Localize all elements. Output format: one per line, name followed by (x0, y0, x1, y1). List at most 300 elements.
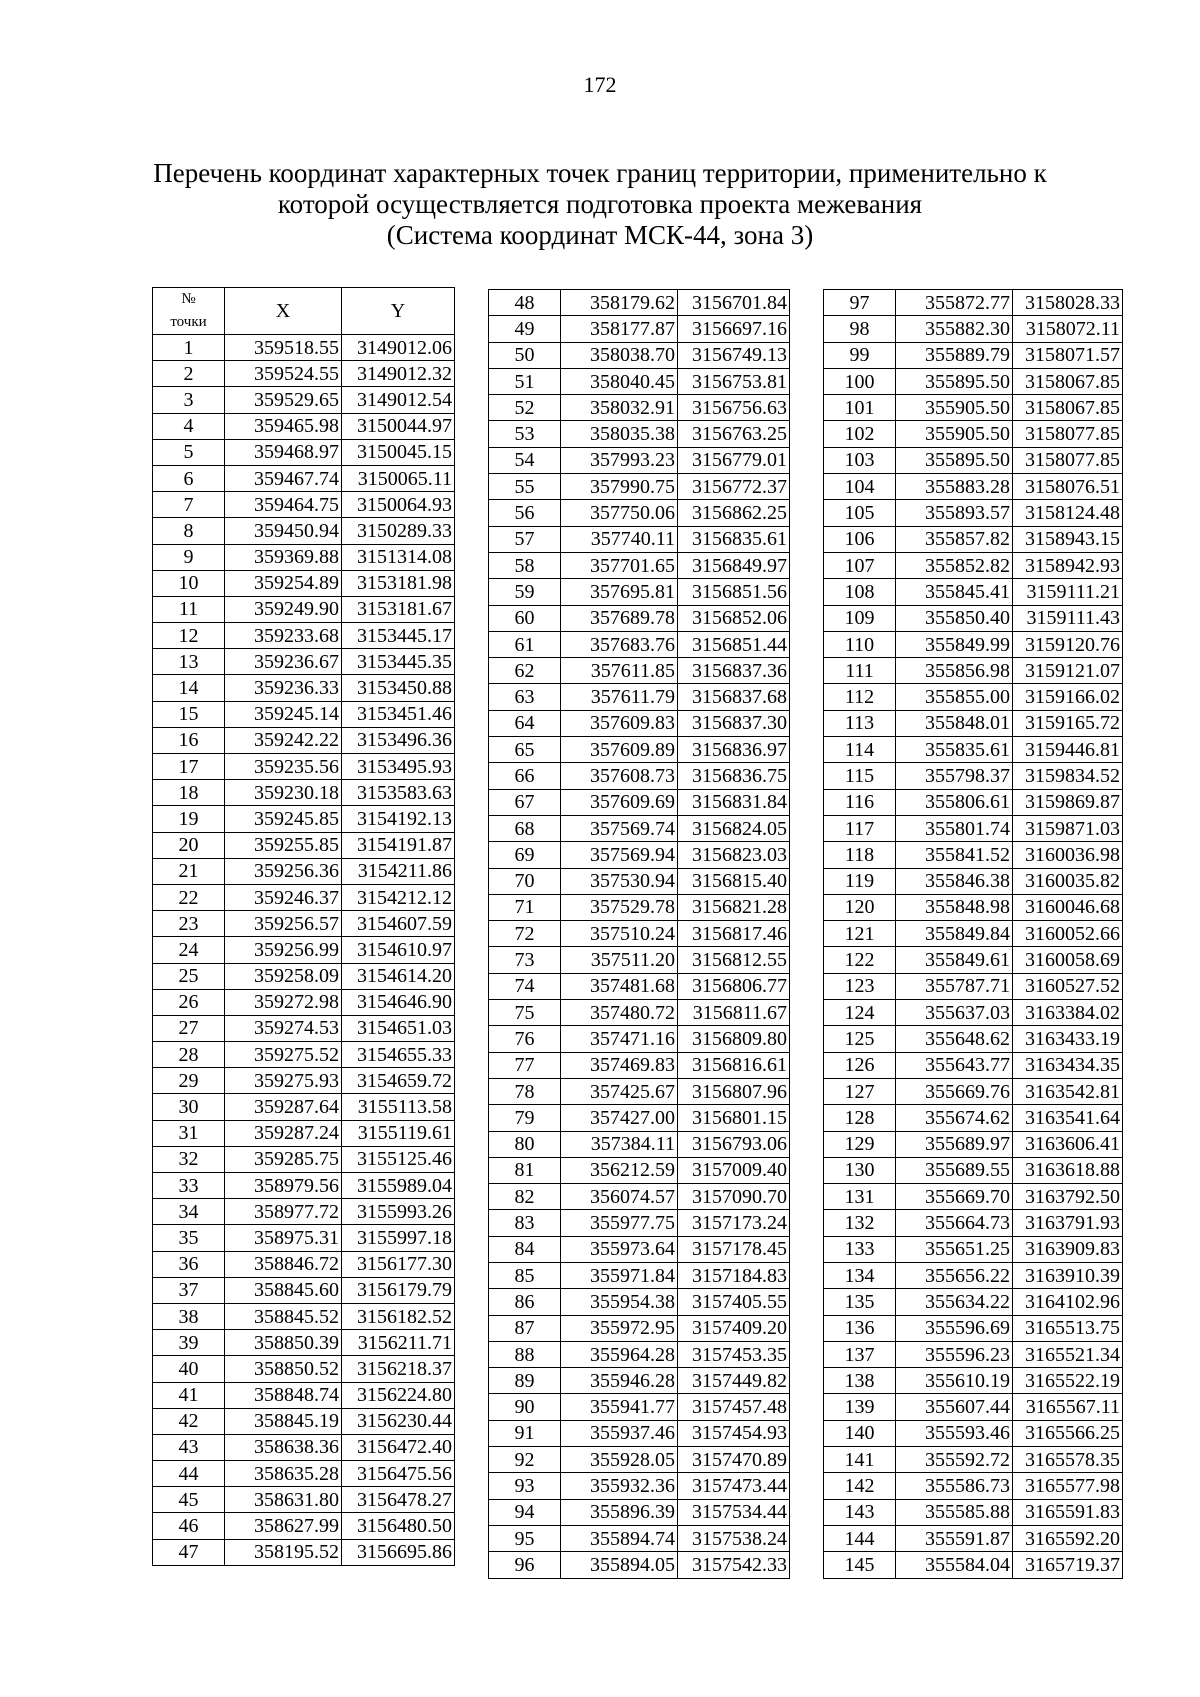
y-coordinate-cell: 3163434.35 (1013, 1052, 1123, 1078)
table-row (153, 963, 455, 989)
x-coordinate-cell: 355932.36 (561, 1473, 678, 1499)
y-coordinate-cell: 3156851.44 (678, 631, 790, 657)
x-coordinate-cell: 355806.61 (896, 789, 1013, 815)
x-coordinate-cell: 355845.41 (896, 579, 1013, 605)
table-row (489, 1262, 790, 1288)
point-number-cell: 115 (824, 763, 896, 789)
table-row (153, 1015, 455, 1041)
y-coordinate-cell: 3156695.86 (342, 1539, 455, 1565)
x-coordinate-cell: 355850.40 (896, 605, 1013, 631)
y-coordinate-cell: 3157009.40 (678, 1157, 790, 1183)
table-row (153, 1146, 455, 1172)
y-coordinate-cell: 3154646.90 (342, 989, 455, 1015)
point-number-cell: 13 (153, 649, 225, 675)
table-row (153, 596, 455, 622)
table-row (153, 1539, 455, 1565)
y-coordinate-cell: 3163542.81 (1013, 1078, 1123, 1104)
table-row (824, 474, 1123, 500)
y-coordinate-cell: 3149012.06 (342, 335, 455, 361)
x-coordinate-cell: 357689.78 (561, 605, 678, 631)
x-coordinate-cell: 358845.60 (225, 1277, 342, 1303)
table-row (153, 649, 455, 675)
point-number-cell: 105 (824, 500, 896, 526)
table-row (489, 789, 790, 815)
x-coordinate-cell: 355648.62 (896, 1026, 1013, 1052)
table-row (153, 989, 455, 1015)
x-coordinate-cell: 357611.85 (561, 658, 678, 684)
point-number-cell: 78 (489, 1078, 561, 1104)
x-coordinate-cell: 355856.98 (896, 658, 1013, 684)
x-coordinate-cell: 355841.52 (896, 842, 1013, 868)
table-row (489, 973, 790, 999)
table-row (824, 1052, 1123, 1078)
point-number-cell: 68 (489, 815, 561, 841)
point-number-cell: 116 (824, 789, 896, 815)
table-row (824, 1368, 1123, 1394)
x-coordinate-cell: 357425.67 (561, 1078, 678, 1104)
point-number-cell: 15 (153, 701, 225, 727)
y-coordinate-cell: 3156753.81 (678, 368, 790, 394)
y-coordinate-cell: 3156836.75 (678, 763, 790, 789)
table-row (489, 1078, 790, 1104)
y-coordinate-cell: 3151314.08 (342, 544, 455, 570)
table-row (489, 1315, 790, 1341)
table-row (153, 1487, 455, 1513)
header-point-number (153, 288, 225, 335)
x-coordinate-cell: 355928.05 (561, 1447, 678, 1473)
point-number-cell: 29 (153, 1068, 225, 1094)
point-number-cell: 32 (153, 1146, 225, 1172)
x-coordinate-cell: 355643.77 (896, 1052, 1013, 1078)
y-coordinate-cell: 3157473.44 (678, 1473, 790, 1499)
x-coordinate-cell: 355855.00 (896, 684, 1013, 710)
table-row (824, 1000, 1123, 1026)
x-coordinate-cell: 355849.84 (896, 921, 1013, 947)
x-coordinate-cell: 357469.83 (561, 1052, 678, 1078)
x-coordinate-cell: 357471.16 (561, 1026, 678, 1052)
y-coordinate-cell: 3156480.50 (342, 1513, 455, 1539)
x-coordinate-cell: 355977.75 (561, 1210, 678, 1236)
table-row (824, 1341, 1123, 1367)
table-row (489, 1210, 790, 1236)
y-coordinate-cell: 3153181.98 (342, 570, 455, 596)
title-line-3: (Система координат МСК-44, зона 3) (386, 220, 814, 250)
x-coordinate-cell: 358979.56 (225, 1173, 342, 1199)
y-coordinate-cell: 3159869.87 (1013, 789, 1123, 815)
x-coordinate-cell: 358638.36 (225, 1434, 342, 1460)
point-number-cell: 99 (824, 342, 896, 368)
x-coordinate-cell: 355905.50 (896, 395, 1013, 421)
y-coordinate-cell: 3160052.66 (1013, 921, 1123, 947)
y-coordinate-cell: 3155119.61 (342, 1120, 455, 1146)
table-row (489, 842, 790, 868)
x-coordinate-cell: 355664.73 (896, 1210, 1013, 1236)
x-coordinate-cell: 355972.95 (561, 1315, 678, 1341)
table-row (489, 500, 790, 526)
table-row (153, 335, 455, 361)
y-coordinate-cell: 3165567.11 (1013, 1394, 1123, 1420)
table-row (153, 701, 455, 727)
x-coordinate-cell: 355954.38 (561, 1289, 678, 1315)
point-number-cell: 128 (824, 1105, 896, 1131)
x-coordinate-cell: 359518.55 (225, 335, 342, 361)
y-coordinate-cell: 3154614.20 (342, 963, 455, 989)
y-coordinate-cell: 3157538.24 (678, 1525, 790, 1551)
table-row (489, 1473, 790, 1499)
x-coordinate-cell: 357609.83 (561, 710, 678, 736)
table-row (489, 921, 790, 947)
x-coordinate-cell: 357609.69 (561, 789, 678, 815)
table-row (824, 1105, 1123, 1131)
y-coordinate-cell: 3158077.85 (1013, 447, 1123, 473)
point-number-cell: 112 (824, 684, 896, 710)
table-row (153, 439, 455, 465)
x-coordinate-cell: 357569.74 (561, 815, 678, 841)
point-number-cell: 94 (489, 1499, 561, 1525)
y-coordinate-cell: 3156806.77 (678, 973, 790, 999)
x-coordinate-cell: 358035.38 (561, 421, 678, 447)
point-number-cell: 113 (824, 710, 896, 736)
point-number-cell: 51 (489, 368, 561, 394)
table-row (153, 806, 455, 832)
point-number-cell: 12 (153, 623, 225, 649)
x-coordinate-cell: 359468.97 (225, 439, 342, 465)
table-row (153, 623, 455, 649)
x-coordinate-cell: 358627.99 (225, 1513, 342, 1539)
table-row (489, 1525, 790, 1551)
table-row (824, 1473, 1123, 1499)
y-coordinate-cell: 3156817.46 (678, 921, 790, 947)
x-coordinate-cell: 355857.82 (896, 526, 1013, 552)
x-coordinate-cell: 359254.89 (225, 570, 342, 596)
table-row (489, 447, 790, 473)
x-coordinate-cell: 357510.24 (561, 921, 678, 947)
y-coordinate-cell: 3158124.48 (1013, 500, 1123, 526)
point-number-cell: 70 (489, 868, 561, 894)
table-row (489, 737, 790, 763)
x-coordinate-cell: 356212.59 (561, 1157, 678, 1183)
page-number: 172 (583, 72, 617, 97)
point-number-cell: 80 (489, 1131, 561, 1157)
y-coordinate-cell: 3154651.03 (342, 1015, 455, 1041)
y-coordinate-cell: 3157457.48 (678, 1394, 790, 1420)
table-row (489, 1394, 790, 1420)
point-number-cell: 62 (489, 658, 561, 684)
y-coordinate-cell: 3156478.27 (342, 1487, 455, 1513)
table-row (824, 973, 1123, 999)
x-coordinate-cell: 357481.68 (561, 973, 678, 999)
y-coordinate-cell: 3156701.84 (678, 290, 790, 316)
y-coordinate-cell: 3157449.82 (678, 1368, 790, 1394)
point-number-cell: 60 (489, 605, 561, 631)
point-number-cell: 125 (824, 1026, 896, 1052)
point-number-cell: 107 (824, 552, 896, 578)
point-number-cell: 138 (824, 1368, 896, 1394)
point-number-cell: 42 (153, 1408, 225, 1434)
table-row (489, 868, 790, 894)
point-number-cell: 52 (489, 395, 561, 421)
point-number-cell: 117 (824, 815, 896, 841)
table-row (489, 815, 790, 841)
table-row (489, 710, 790, 736)
table-row (153, 570, 455, 596)
point-number-cell: 89 (489, 1368, 561, 1394)
x-coordinate-cell: 355937.46 (561, 1420, 678, 1446)
table-row (824, 684, 1123, 710)
x-coordinate-cell: 357611.79 (561, 684, 678, 710)
point-number-cell: 133 (824, 1236, 896, 1262)
y-coordinate-cell: 3164102.96 (1013, 1289, 1123, 1315)
point-number-cell: 35 (153, 1225, 225, 1251)
point-number-cell: 102 (824, 421, 896, 447)
point-number-cell: 47 (153, 1539, 225, 1565)
x-coordinate-cell: 355584.04 (896, 1552, 1013, 1578)
table-row (489, 684, 790, 710)
x-coordinate-cell: 355895.50 (896, 447, 1013, 473)
x-coordinate-cell: 357695.81 (561, 579, 678, 605)
point-number-cell: 28 (153, 1042, 225, 1068)
y-coordinate-cell: 3154192.13 (342, 806, 455, 832)
y-coordinate-cell: 3156801.15 (678, 1105, 790, 1131)
x-coordinate-cell: 359285.75 (225, 1146, 342, 1172)
point-number-cell: 17 (153, 754, 225, 780)
point-number-cell: 120 (824, 894, 896, 920)
x-coordinate-cell: 359236.67 (225, 649, 342, 675)
table-row (489, 1236, 790, 1262)
point-number-cell: 40 (153, 1356, 225, 1382)
y-coordinate-cell: 3153445.17 (342, 623, 455, 649)
y-coordinate-cell: 3155993.26 (342, 1199, 455, 1225)
point-number-cell: 39 (153, 1330, 225, 1356)
x-coordinate-cell: 359464.75 (225, 492, 342, 518)
table-row (489, 421, 790, 447)
y-coordinate-cell: 3165566.25 (1013, 1420, 1123, 1446)
point-number-cell: 72 (489, 921, 561, 947)
x-coordinate-cell: 359256.57 (225, 911, 342, 937)
y-coordinate-cell: 3149012.54 (342, 387, 455, 413)
x-coordinate-cell: 355941.77 (561, 1394, 678, 1420)
y-coordinate-cell: 3159120.76 (1013, 631, 1123, 657)
point-number-cell: 126 (824, 1052, 896, 1078)
table-row (824, 316, 1123, 342)
y-coordinate-cell: 3156837.36 (678, 658, 790, 684)
table-row (489, 1341, 790, 1367)
point-number-cell: 33 (153, 1173, 225, 1199)
point-number-cell: 122 (824, 947, 896, 973)
point-number-cell: 118 (824, 842, 896, 868)
point-number-cell: 9 (153, 544, 225, 570)
x-coordinate-cell: 355585.88 (896, 1499, 1013, 1525)
table-row (489, 395, 790, 421)
x-coordinate-cell: 356074.57 (561, 1184, 678, 1210)
table-row (824, 1026, 1123, 1052)
x-coordinate-cell: 357993.23 (561, 447, 678, 473)
table-row (153, 1199, 455, 1225)
x-coordinate-cell: 355689.55 (896, 1157, 1013, 1183)
x-coordinate-cell: 359529.65 (225, 387, 342, 413)
y-coordinate-cell: 3157173.24 (678, 1210, 790, 1236)
table-row (153, 884, 455, 910)
point-number-cell: 131 (824, 1184, 896, 1210)
y-coordinate-cell: 3156807.96 (678, 1078, 790, 1104)
x-coordinate-cell: 355607.44 (896, 1394, 1013, 1420)
point-number-cell: 142 (824, 1473, 896, 1499)
x-coordinate-cell: 355894.74 (561, 1525, 678, 1551)
point-number-cell: 63 (489, 684, 561, 710)
y-coordinate-cell: 3156811.67 (678, 1000, 790, 1026)
table-row (824, 815, 1123, 841)
table-row (489, 763, 790, 789)
x-coordinate-cell: 355946.28 (561, 1368, 678, 1394)
point-number-cell: 57 (489, 526, 561, 552)
y-coordinate-cell: 3156177.30 (342, 1251, 455, 1277)
x-coordinate-cell: 359230.18 (225, 780, 342, 806)
y-coordinate-cell: 3165578.35 (1013, 1447, 1123, 1473)
x-coordinate-cell: 359255.85 (225, 832, 342, 858)
x-coordinate-cell: 355964.28 (561, 1341, 678, 1367)
y-coordinate-cell: 3156772.37 (678, 474, 790, 500)
point-number-cell: 100 (824, 368, 896, 394)
y-coordinate-cell: 3156779.01 (678, 447, 790, 473)
point-number-cell: 58 (489, 552, 561, 578)
table-row (489, 290, 790, 316)
table-row (824, 1184, 1123, 1210)
point-number-cell: 97 (824, 290, 896, 316)
table-row (489, 947, 790, 973)
y-coordinate-cell: 3156836.97 (678, 737, 790, 763)
y-coordinate-cell: 3157470.89 (678, 1447, 790, 1473)
y-coordinate-cell: 3156211.71 (342, 1330, 455, 1356)
table-row (489, 605, 790, 631)
y-coordinate-cell: 3159111.43 (1013, 605, 1123, 631)
table-row (489, 368, 790, 394)
x-coordinate-cell: 355669.70 (896, 1184, 1013, 1210)
table-row (489, 474, 790, 500)
table-body-3 (824, 290, 1123, 1579)
x-coordinate-cell: 355896.39 (561, 1499, 678, 1525)
y-coordinate-cell: 3157542.33 (678, 1552, 790, 1578)
x-coordinate-cell: 355669.76 (896, 1078, 1013, 1104)
y-coordinate-cell: 3160036.98 (1013, 842, 1123, 868)
table-row (489, 1368, 790, 1394)
x-coordinate-cell: 355591.87 (896, 1525, 1013, 1551)
y-coordinate-cell: 3163909.83 (1013, 1236, 1123, 1262)
x-coordinate-cell: 355787.71 (896, 973, 1013, 999)
table-row (153, 832, 455, 858)
point-number-cell: 108 (824, 579, 896, 605)
y-coordinate-cell: 3159111.21 (1013, 579, 1123, 605)
y-coordinate-cell: 3163541.64 (1013, 1105, 1123, 1131)
y-coordinate-cell: 3155125.46 (342, 1146, 455, 1172)
table-row (824, 868, 1123, 894)
point-number-cell: 104 (824, 474, 896, 500)
table-row (153, 1513, 455, 1539)
table-row (153, 1382, 455, 1408)
point-number-cell: 55 (489, 474, 561, 500)
point-number-cell: 4 (153, 413, 225, 439)
y-coordinate-cell: 3156230.44 (342, 1408, 455, 1434)
table-row (824, 500, 1123, 526)
table-row (489, 1052, 790, 1078)
table-row (153, 465, 455, 491)
y-coordinate-cell: 3156809.80 (678, 1026, 790, 1052)
table-row (824, 1078, 1123, 1104)
point-number-cell: 144 (824, 1525, 896, 1551)
x-coordinate-cell: 359272.98 (225, 989, 342, 1015)
point-number-cell: 106 (824, 526, 896, 552)
y-coordinate-cell: 3159166.02 (1013, 684, 1123, 710)
x-coordinate-cell: 358038.70 (561, 342, 678, 368)
x-coordinate-cell: 355905.50 (896, 421, 1013, 447)
table-row (489, 894, 790, 920)
point-number-cell: 24 (153, 937, 225, 963)
y-coordinate-cell: 3160035.82 (1013, 868, 1123, 894)
x-coordinate-cell: 358179.62 (561, 290, 678, 316)
x-coordinate-cell: 359287.64 (225, 1094, 342, 1120)
y-coordinate-cell: 3158942.93 (1013, 552, 1123, 578)
y-coordinate-cell: 3156821.28 (678, 894, 790, 920)
x-coordinate-cell: 359256.36 (225, 858, 342, 884)
y-coordinate-cell: 3165592.20 (1013, 1525, 1123, 1551)
title-line-2: которой осуществляется подготовка проекта межевания (277, 189, 923, 219)
y-coordinate-cell: 3165522.19 (1013, 1368, 1123, 1394)
table-row (824, 921, 1123, 947)
point-number-cell: 132 (824, 1210, 896, 1236)
table-row (153, 780, 455, 806)
table-row (824, 947, 1123, 973)
point-number-cell: 139 (824, 1394, 896, 1420)
point-number-cell: 121 (824, 921, 896, 947)
table-row (153, 1042, 455, 1068)
point-number-cell: 77 (489, 1052, 561, 1078)
x-coordinate-cell: 359287.24 (225, 1120, 342, 1146)
point-number-cell: 96 (489, 1552, 561, 1578)
point-number-cell: 124 (824, 1000, 896, 1026)
y-coordinate-cell: 3153496.36 (342, 727, 455, 753)
y-coordinate-cell: 3153181.67 (342, 596, 455, 622)
x-coordinate-cell: 359467.74 (225, 465, 342, 491)
x-coordinate-cell: 357384.11 (561, 1131, 678, 1157)
table-row (153, 1173, 455, 1199)
point-number-cell: 66 (489, 763, 561, 789)
point-number-cell: 75 (489, 1000, 561, 1026)
table-row (153, 1303, 455, 1329)
x-coordinate-cell: 355634.22 (896, 1289, 1013, 1315)
x-coordinate-cell: 358850.39 (225, 1330, 342, 1356)
table-row (824, 1499, 1123, 1525)
point-number-cell: 101 (824, 395, 896, 421)
x-coordinate-cell: 357529.78 (561, 894, 678, 920)
point-number-cell: 135 (824, 1289, 896, 1315)
table-body-2 (489, 290, 790, 1579)
table-row (489, 1000, 790, 1026)
point-number-cell: 6 (153, 465, 225, 491)
point-number-cell: 41 (153, 1382, 225, 1408)
table-row (824, 894, 1123, 920)
y-coordinate-cell: 3157090.70 (678, 1184, 790, 1210)
table-row (824, 737, 1123, 763)
point-number-cell: 141 (824, 1447, 896, 1473)
point-number-cell: 50 (489, 342, 561, 368)
y-coordinate-cell: 3156224.80 (342, 1382, 455, 1408)
table-row (824, 368, 1123, 394)
table-row (153, 1251, 455, 1277)
table-row (824, 763, 1123, 789)
y-coordinate-cell: 3153450.88 (342, 675, 455, 701)
y-coordinate-cell: 3160527.52 (1013, 973, 1123, 999)
x-coordinate-cell: 358846.72 (225, 1251, 342, 1277)
table-row (153, 413, 455, 439)
